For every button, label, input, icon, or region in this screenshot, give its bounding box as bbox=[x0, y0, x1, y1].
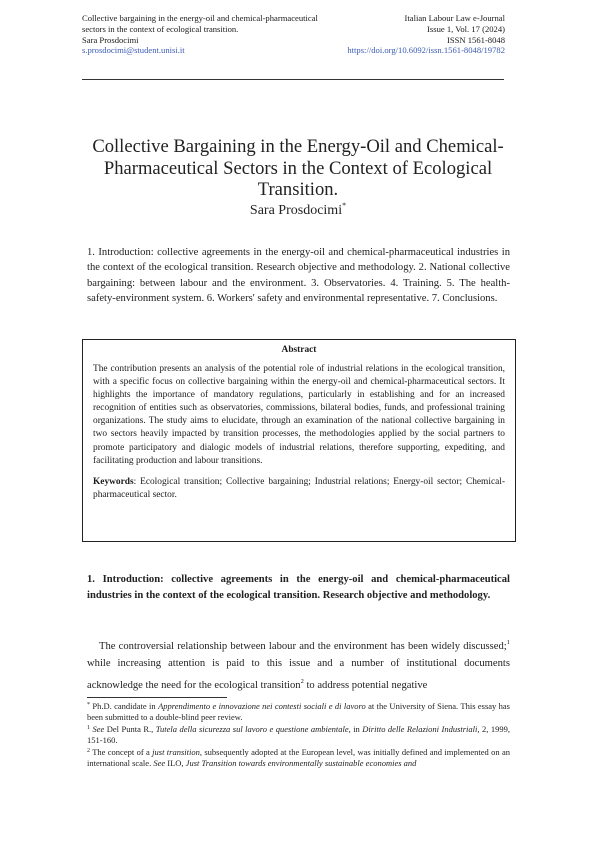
header-issue: Issue 1, Vol. 17 (2024) bbox=[427, 23, 505, 34]
footnote-italic: just transition bbox=[152, 746, 200, 757]
header-issn: ISSN 1561-8048 bbox=[446, 34, 505, 45]
footnote-text: Ph.D. candidate in bbox=[90, 701, 159, 711]
footnote-text: , 2, 1999, 151-160. bbox=[87, 723, 510, 745]
footnote-marker: * bbox=[87, 702, 90, 708]
section-heading: 1. Introduction: collective agreements in the energy-oil and chemical-pharmaceutical industries in the context of the ecological transition. Research objective and methodology. bbox=[87, 574, 510, 601]
footnote-ref[interactable]: 1 bbox=[506, 639, 510, 646]
running-header-left bbox=[82, 13, 342, 56]
author-name: Sara Prosdocimi bbox=[249, 203, 343, 218]
doi-link[interactable]: https://doi.org/10.6092/issn.1561-8048/19782 bbox=[347, 45, 505, 56]
footnote-divider bbox=[87, 697, 227, 698]
paper-title-line3: Transition. bbox=[257, 179, 339, 200]
author-footnote-marker: * bbox=[342, 201, 347, 210]
abstract-box bbox=[82, 339, 516, 542]
footnote-1 bbox=[87, 723, 510, 746]
paragraph-text: to address potential negative bbox=[303, 679, 428, 691]
keywords-label: Keywords bbox=[93, 476, 134, 487]
footnote-italic: See bbox=[153, 757, 166, 768]
footnote-marker: 1 bbox=[87, 724, 90, 731]
header-article-title-line1: Collective bargaining in the energy-oil and chemical-pharmaceutical bbox=[82, 13, 318, 23]
footnote-ref[interactable]: 2 bbox=[300, 677, 304, 685]
author-email-link[interactable]: s.prosdocimi@student.unisi.it bbox=[82, 45, 185, 56]
paragraph-text: The controversial relationship between labour and the environment has been widely discussed; bbox=[99, 641, 507, 652]
footnote-text: at the University of Siena. This essay has been submitted to a double-blind peer review. bbox=[87, 701, 510, 722]
paper-author bbox=[82, 201, 514, 219]
footnote-marker: 2 bbox=[87, 747, 90, 754]
paper-title-line1: Collective Bargaining in the Energy-Oil and Chemical- bbox=[92, 136, 504, 157]
footnote-text: , subsequently adopted at the European level, was initially defined and implemented on an international scale. bbox=[87, 746, 510, 768]
footnote-2 bbox=[87, 746, 510, 769]
header-article-title-line2: sectors in the context of ecological transition. bbox=[82, 23, 239, 34]
abstract-heading: Abstract bbox=[281, 345, 317, 355]
running-header-right bbox=[347, 13, 505, 56]
paper-title-line2: Pharmaceutical Sectors in the Context of Ecological bbox=[103, 157, 493, 179]
footnote-italic: Tutela della sicurezza sul lavoro e questione ambientale bbox=[155, 723, 349, 734]
abstract-body: The contribution presents an analysis of the potential role of industrial relations in the ecological transition, with a specific focus on collective bargaining within the energy-oil and chemical-pharmaceutical sectors. It highlights the importance of mandatory regulations, particularly in establishing and for an increased recognition of entities such as observatories, commissions, bilateral bodies, funds, and professional training organizations. The study aims to elucidate, through an examination of the national collective bargaining in two sectors heavily impacted by transition processes, the methodologies applied by the social partners to promote participatory and dialogic models of industrial relations, therefore supporting, expediting, and facilitating production and labour transitions. bbox=[93, 364, 505, 466]
footnote-italic: Diritto delle Relazioni Industriali bbox=[362, 723, 478, 734]
footnote-italic: Just Transition towards environmentally sustainable economies and bbox=[185, 757, 417, 768]
footnotes bbox=[87, 700, 510, 768]
header-author: Sara Prosdocimi bbox=[82, 34, 139, 45]
body-paragraph bbox=[87, 634, 510, 694]
footnote-text: Del Punta R., bbox=[104, 723, 156, 734]
footnote-text: , in bbox=[348, 723, 363, 734]
header-divider bbox=[82, 79, 504, 80]
header-journal-name: Italian Labour Law e-Journal bbox=[404, 13, 505, 23]
table-of-contents: 1. Introduction: collective agreements in the energy-oil and chemical-pharmaceutical industries in the context of the ecological transition. Research objective and methodology. 2. National collective bargaining: between labour and the environment. 3. Observatories. 4. Training. 5. The health-safety-environment system. 6. Workers' safety and environmental representative. 7. Conclusions. bbox=[87, 247, 510, 305]
footnote-star bbox=[87, 700, 510, 723]
paper-title bbox=[82, 136, 514, 201]
footnote-italic: See bbox=[90, 723, 105, 734]
footnote-italic: Apprendimento e innovazione nei contesti sociali e di lavoro bbox=[158, 701, 366, 711]
footnote-text: ILO, bbox=[165, 757, 186, 768]
paragraph-text: while increasing attention is paid to this issue and a number of institutional documents acknowledge the need for the ecological transition bbox=[87, 658, 510, 691]
keywords-list: : Ecological transition; Collective bargaining; Industrial relations; Energy-oil sector; Chemical-pharmaceutical sector. bbox=[93, 476, 505, 500]
abstract-keywords bbox=[93, 476, 505, 502]
footnote-text: The concept of a bbox=[90, 746, 153, 757]
